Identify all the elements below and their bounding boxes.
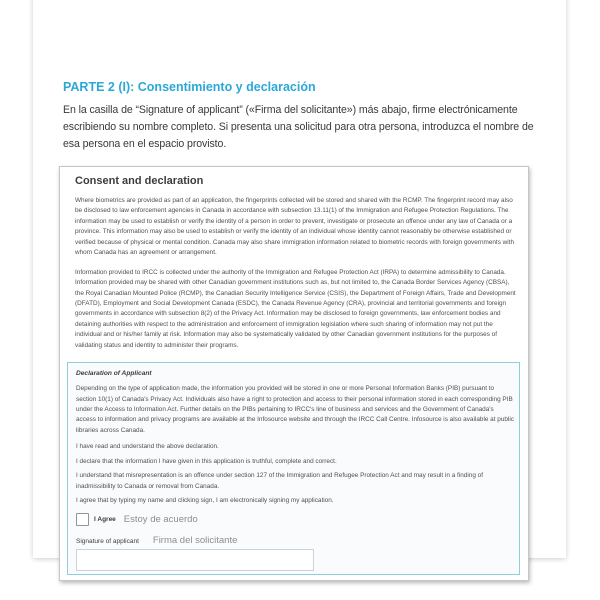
- signature-row: [76, 535, 511, 546]
- agree-label: I Agree: [94, 515, 116, 523]
- agree-row: [76, 513, 511, 526]
- declaration-statement-1: I have read and understand the above declaration.: [76, 443, 219, 451]
- declaration-paragraph: Depending on the type of application made, the information you provided will be stored in one or more Personal Information Banks (PIB) pursuant to section 10(1) of Canada's Privacy Act. Individuals also have a right to protection and access to their personal information stored in each corresponding PIB under the Access to Information Act. Further details on the PIBs pertaining to IRCC's line of business and services and the Government of Canada's access to information and privacy programs are available at the Infosource website and through the IRCC Call Centre. Infosource is also available at public libraries across Canada.: [76, 385, 514, 434]
- consent-paragraph-1: Where biometrics are provided as part of an application, the fingerprints collected will be stored and shared with the RCMP. The fingerprint record may also be disclosed to law enforcement agencies in Canada in accordance with subsection 13.11(1) of the Immigration and Refugee Protection Regulations. The information may be used to establish or verify the identity of a person in order to prevent, investigate or prosecute an offence under any law of Canada or a province. This information may also be used to establish or verify the identity of an individual whose identity cannot reasonably be otherwise established or verified because of physical or mental condition. Canada may also share immigration information related to biometric records with foreign governments with whom Canada has an agreement or arrangement.: [75, 197, 515, 257]
- declaration-title: Declaration of Applicant: [76, 370, 152, 378]
- intro-text: En la casilla de “Signature of applicant” («Firma del solicitante») más abajo, firme electrónicamente escribiendo su nombre completo. Si presenta una solicitud para otra persona, introduzca el nombre de esa persona en el espacio provisto.: [63, 104, 534, 150]
- declaration-statement-4: I agree that by typing my name and clicking sign, I am electronically signing my application.: [76, 497, 334, 505]
- signature-label: Signature of applicant: [76, 537, 139, 545]
- consent-paragraph-2: Information provided to IRCC is collected under the authority of the Immigration and Refugee Protection Act (IRPA) to determine admissibility to Canada. Information provided may be shared with other Canadian government institutions such as, but not limited to, the Canada Border Services Agency (CBSA), the Royal Canadian Mounted Police (RCMP), the Canadian Security Intelligence Service (CSIS), the Department of Foreign Affairs, Trade and Development (DFATD), Employment and Social Development Canada (ESDC), the Canada Revenue Agency (CRA), provincial and territorial governments and foreign governments in accordance with subsection 8(2) of the Privacy Act. Information may be disclosed to foreign governments, law enforcement bodies and detaining authorities with respect to the administration and enforcement of immigration legislation where such sharing of information may not put the individual and or his/her family at risk. Information may also be systematically validated by other Canadian government institutions for the purposes of validating status and identity to administer their programs.: [75, 268, 516, 349]
- agree-checkbox[interactable]: [76, 513, 89, 526]
- declaration-statement-3: I understand that misrepresentation is an offence under section 127 of the Immigration and Refugee Protection Act and may result in a finding of inadmissibility to Canada or removal from Canada.: [76, 472, 483, 490]
- signature-input[interactable]: [76, 549, 314, 571]
- consent-title: Consent and declaration: [75, 175, 204, 187]
- consent-box: [59, 166, 529, 581]
- signature-translation: Firma del solicitante: [152, 534, 238, 546]
- declaration-box: [67, 362, 520, 574]
- declaration-statement-2: I declare that the information I have given in this application is truthful, complete and correct.: [76, 457, 337, 465]
- agree-translation: Estoy de acuerdo: [123, 513, 198, 525]
- section-title: PARTE 2 (I): Consentimiento y declaración: [63, 80, 316, 94]
